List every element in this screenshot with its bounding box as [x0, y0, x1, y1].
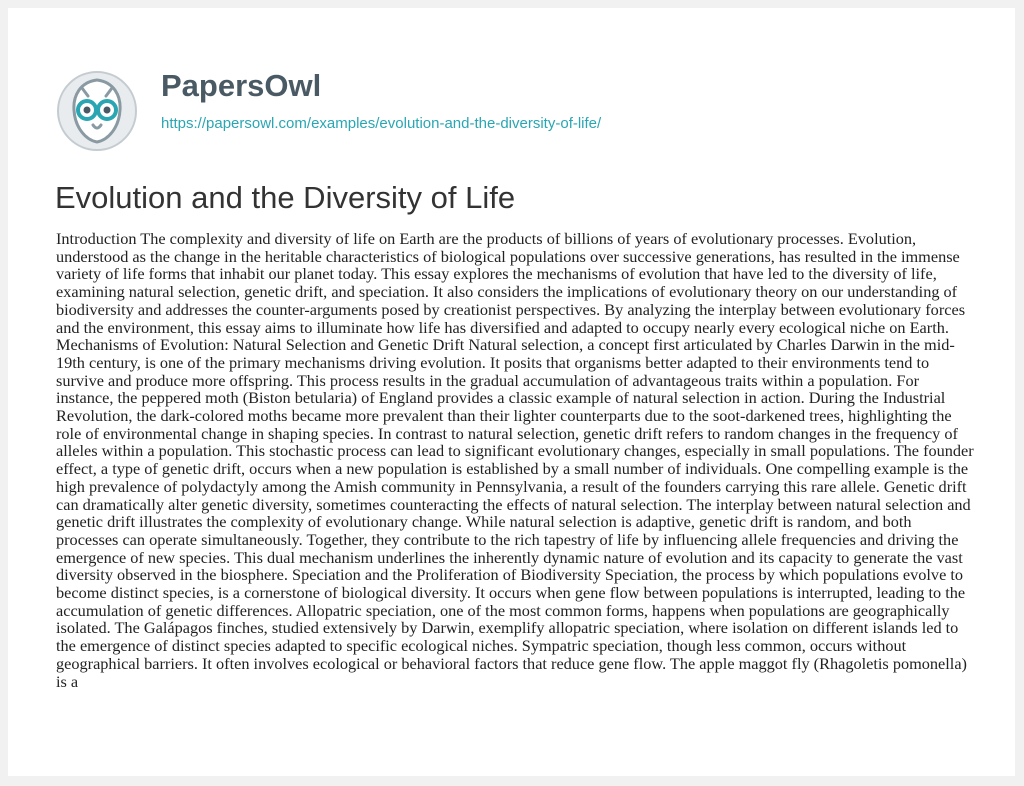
- essay-body: Introduction The complexity and diversity of life on Earth are the products of billions of years of evolutionary processes. Evolution, understood as the change in the heritable characteristics of biological populations over successive generations, has resulted in the immense variety of life forms that inhabit our planet today. This essay explores the mechanisms of evolution that have led to the diversity of life, examining natural selection, genetic drift, and speciation. It also considers the implications of evolutionary theory on our understanding of biodiversity and addresses the counter-arguments posed by creationist perspectives. By analyzing the interplay between evolutionary forces and the environment, this essay aims to illuminate how life has diversified and adapted to occupy nearly every ecological niche on Earth. Mechanisms of Evolution: Natural Selection and Genetic Drift Natural selection, a concept first articulated by Charles Darwin in the mid-19th century, is one of the primary mechanisms driving evolution. It posits that organisms better adapted to their environments tend to survive and produce more offspring. This process results in the gradual accumulation of advantageous traits within a population. For instance, the peppered moth (Biston betularia) of England provides a classic example of natural selection in action. During the Industrial Revolution, the dark-colored moths became more prevalent than their lighter counterparts due to the soot-darkened trees, highlighting the role of environmental change in shaping species. In contrast to natural selection, genetic drift refers to random changes in the frequency of alleles within a population. This stochastic process can lead to significant evolutionary changes, especially in small populations. The founder effect, a type of genetic drift, occurs when a new population is established by a small number of individuals. One compelling example is the high prevalence of polydactyly among the Amish community in Pennsylvania, a result of the founders carrying this rare allele. Genetic drift can dramatically alter genetic diversity, sometimes counteracting the effects of natural selection. The interplay between natural selection and genetic drift illustrates the complexity of evolutionary change. While natural selection is adaptive, genetic drift is random, and both processes can operate simultaneously. Together, they contribute to the rich tapestry of life by influencing allele frequencies and driving the emergence of new species. This dual mechanism underlines the inherently dynamic nature of evolution and its capacity to generate the vast diversity observed in the biosphere. Speciation and the Proliferation of Biodiversity Speciation, the process by which populations evolve to become distinct species, is a cornerstone of biological diversity. It occurs when gene flow between populations is interrupted, leading to the accumulation of genetic differences. Allopatric speciation, one of the most common forms, happens when populations are geographically isolated. The Galápagos finches, studied extensively by Darwin, exemplify allopatric speciation, where isolation on different islands led to the emergence of distinct species adapted to specific ecological niches. Sympatric speciation, though less common, occurs without geographical barriers. It often involves ecological or behavioral factors that reduce gene flow. The apple maggot fly (Rhagoletis pomonella) is a: [56, 229, 974, 691]
- brand-name[interactable]: PapersOwl: [161, 68, 322, 103]
- page-url-link[interactable]: https://papersowl.com/examples/evolution-and-the-diversity-of-life/: [161, 115, 602, 132]
- essay-page: [8, 8, 1015, 776]
- site-header: [8, 8, 1015, 173]
- owl-logo-icon[interactable]: [56, 70, 138, 152]
- essay-title: Evolution and the Diversity of Life: [55, 180, 516, 215]
